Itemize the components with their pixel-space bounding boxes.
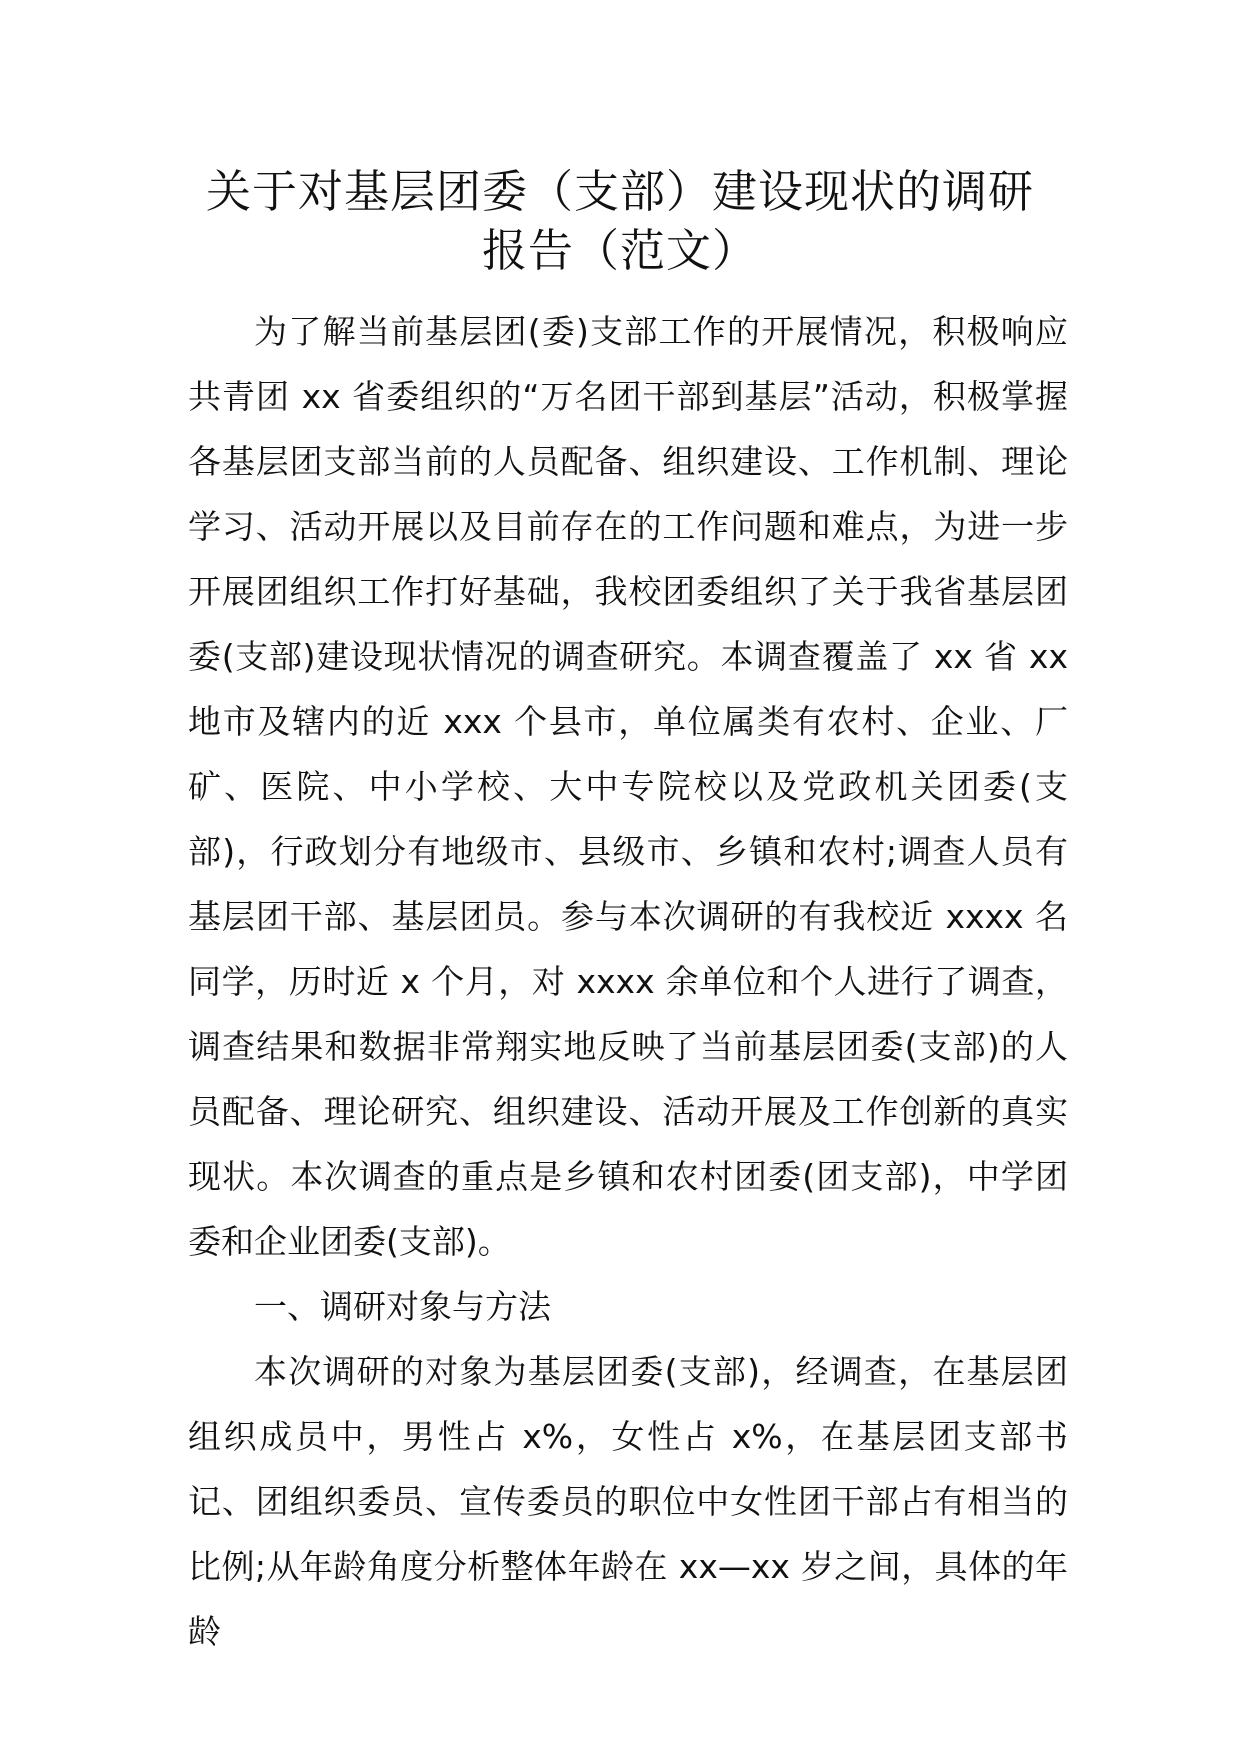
title-line-1: 关于对基层团委（支部）建设现状的调研	[205, 165, 1034, 218]
section-heading-1: 一、调研对象与方法	[254, 1287, 551, 1326]
document-body	[188, 299, 1068, 1664]
body-paragraph-intro: 为了解当前基层团(委)支部工作的开展情况，积极响应共青团 xx 省委组织的“万名团干部到基层”活动，积极掌握各基层团支部当前的人员配备、组织建设、工作机制、理论学习、活动开展以及目前存在的工作问题和难点，为进一步开展团组织工作打好基础，我校团委组织了关于我省基层团委(支部)建设现状情况的调查研究。本调查覆盖了 xx 省 xx 地市及辖内的近 xxx 个县市，单位属类有农村、企业、厂矿、医院、中小学校、大中专院校以及党政机关团委(支部)，行政划分有地级市、县级市、乡镇和农村;调查人员有基层团干部、基层团员。参与本次调研的有我校近 xxxx 名同学，历时近 x 个月，对 xxxx 余单位和个人进行了调查，调查结果和数据非常翔实地反映了当前基层团委(支部)的人员配备、理论研究、组织建设、活动开展及工作创新的真实现状。本次调查的重点是乡镇和农村团委(团支部)，中学团委和企业团委(支部)。	[188, 312, 1068, 1261]
title-line-2: 报告（范文）	[481, 224, 758, 277]
document-title	[150, 162, 1090, 280]
body-paragraph-research-subjects: 本次调研的对象为基层团委(支部)，经调查，在基层团组织成员中，男性占 x%，女性占 x%，在基层团支部书记、团组织委员、宣传委员的职位中女性团干部占有相当的比例;从年龄角度分析整体年龄在 xx—xx 岁之间，具体的年龄	[188, 1352, 1068, 1651]
